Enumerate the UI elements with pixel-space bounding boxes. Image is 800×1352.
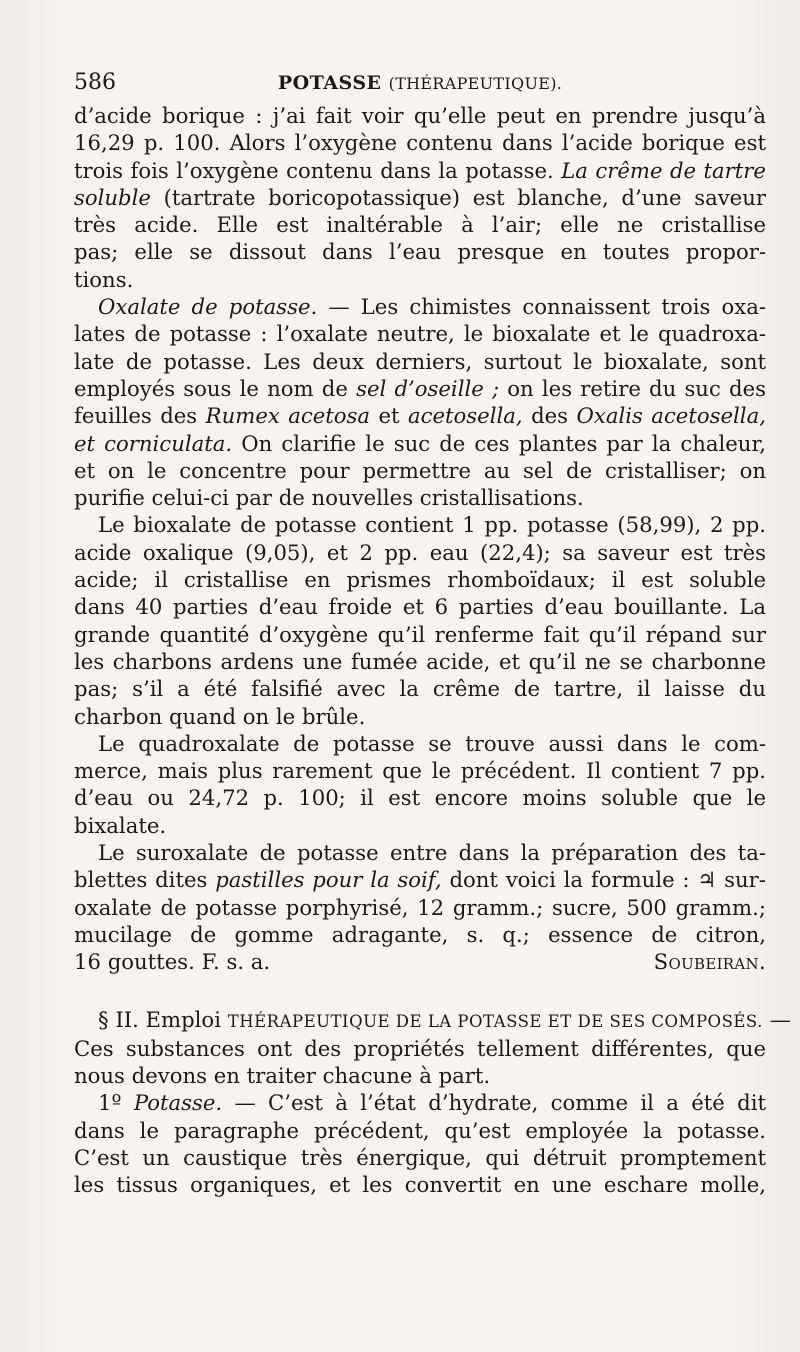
text-line: nous devons en traiter chacune à part. [74,1063,491,1089]
text-span: des [531,403,569,429]
page-header [74,64,766,102]
text-line: dans le paragraphe précédent, qu’est employée la potasse. [74,1117,766,1143]
text-span: et [378,403,400,429]
text-line [74,184,766,211]
text-line: purifie celui-ci par de nouvelles cristallisations. [74,485,584,511]
text-line: 16,29 p. 100. Alors l’oxygène contenu dans l’acide borique est [74,130,766,156]
text-line [74,866,766,893]
text-line: d’eau ou 24,72 p. 100; il est encore moins soluble que le [74,785,766,811]
text-line: lates de potasse : l’oxalate neutre, le bioxalate et le quadroxa- [74,321,766,347]
text-line: merce, mais plus rarement que le précédent. Il contient 7 pp. [74,758,766,784]
text-line: charbon quand on le brûle. [74,703,366,729]
text-line: bixalate. [74,812,167,838]
text-span: feuilles des [74,403,198,429]
text-line: oxalate de potasse porphyrisé, 12 gramm.; sucre, 500 gramm.; [74,894,766,920]
page-number: 586 [74,70,116,95]
italic-term: soluble [74,184,151,210]
text-span: on les retire du suc des [507,375,766,401]
text-line [74,430,766,457]
section-heading-smallcaps: THÉRAPEUTIQUE DE LA POTASSE ET DE SES COMPOSÉS. [227,1011,763,1031]
text-span: On clarifie le suc de ces plantes par la chaleur, [241,430,766,456]
italic-term: Oxalis acetosella, [576,403,766,429]
paragraph-section-ii [74,1006,791,1090]
page-body [74,102,791,1199]
italic-term: et corniculata. [74,430,233,456]
text-span: trois fois l’oxygène contenu dans la potasse. [74,157,554,183]
text-line: mucilage de gomme adragante, s. q.; essence de citron, [74,921,766,947]
text-line: Ces substances ont des propriétés tellement différentes, que [74,1035,766,1061]
author-signature: Soubeiran. [653,949,766,975]
text-span: (tartrate boricopotassique) est blanche, d’une saveur [163,184,766,210]
paragraph-potasse [74,1089,766,1198]
text-span: blettes dites [74,867,208,893]
text-line: acide oxalique (9,05), et 2 pp. eau (22,4); sa saveur est très [74,539,766,565]
paragraph-bioxalate [74,511,766,729]
italic-term: La crême de tartre [561,157,766,183]
text-line: acide; il cristallise en prismes rhomboïdaux; il est soluble [74,567,766,593]
running-title-sub: (THÉRAPEUTIQUE). [388,74,563,93]
paragraph-borique [74,102,766,293]
section-heading: § II. Emploi [98,1006,221,1032]
italic-term: acetosella, [408,403,523,429]
paragraph-suroxalate [74,839,766,975]
text-line: pas; s’il a été falsifié avec la crême de tartre, il laisse du [74,676,766,702]
text-line: Le suroxalate de potasse entre dans la préparation des ta- [98,840,766,866]
text-line: late de potasse. Les deux derniers, surtout le bioxalate, sont [74,348,766,374]
text-line [74,1089,766,1116]
running-title-main: POTASSE [277,72,382,94]
section-gap [74,976,766,1006]
text-line: C’est un caustique très énergique, qui détruit promptement [74,1144,766,1170]
text-line: très acide. Elle est inaltérable à l’air; elle ne cristallise [74,212,766,238]
text-line: grande quantité d’oxygène qu’il renferme fait qu’il répand sur [74,621,766,647]
text-line [74,402,766,429]
text-span: — Les chimistes connaissent trois oxa- [328,294,766,320]
text-line [74,375,766,402]
paragraph-quadroxalate [74,730,766,839]
italic-term: Rumex acetosa [205,403,371,429]
text-line: tions. [74,266,134,292]
text-line: les tissus organiques, et les convertit en une eschare molle, [74,1172,766,1198]
text-line: dans 40 parties d’eau froide et 6 parties d’eau bouillante. La [74,594,766,620]
running-title [74,64,766,103]
text-span: — [769,1006,791,1032]
paragraph-oxalate [74,293,766,511]
text-line: Le bioxalate de potasse contient 1 pp. potasse (58,99), 2 pp. [98,512,766,538]
text-line: et on le concentre pour permettre au sel de cristalliser; on [74,457,766,483]
text-line: Le quadroxalate de potasse se trouve aussi dans le com- [98,730,766,756]
text-line: les charbons ardens une fumée acide, et qu’il ne se charbonne [74,648,766,674]
text-line: d’acide borique : j’ai fait voir qu’elle peut en prendre jusqu’à [74,103,766,128]
signature-line [74,948,766,975]
section-title: Oxalate de potasse. [98,294,318,320]
italic-term: Potasse. [133,1090,223,1116]
text-span: 16 gouttes. F. s. a. [74,949,271,975]
italic-term: sel d’oseille ; [356,375,500,401]
text-line: pas; elle se dissout dans l’eau presque en toutes propor- [74,239,766,265]
italic-term: pastilles pour la soif, [215,867,442,893]
section-heading-line [74,1006,791,1035]
item-number: 1º [98,1090,122,1116]
text-line [74,293,766,320]
text-span: dont voici la formule : ♃ sur- [449,867,766,893]
text-span: employés sous le nom de [74,375,348,401]
text-span: — C’est à l’état d’hydrate, comme il a été dit [234,1090,766,1116]
text-line [74,157,766,184]
